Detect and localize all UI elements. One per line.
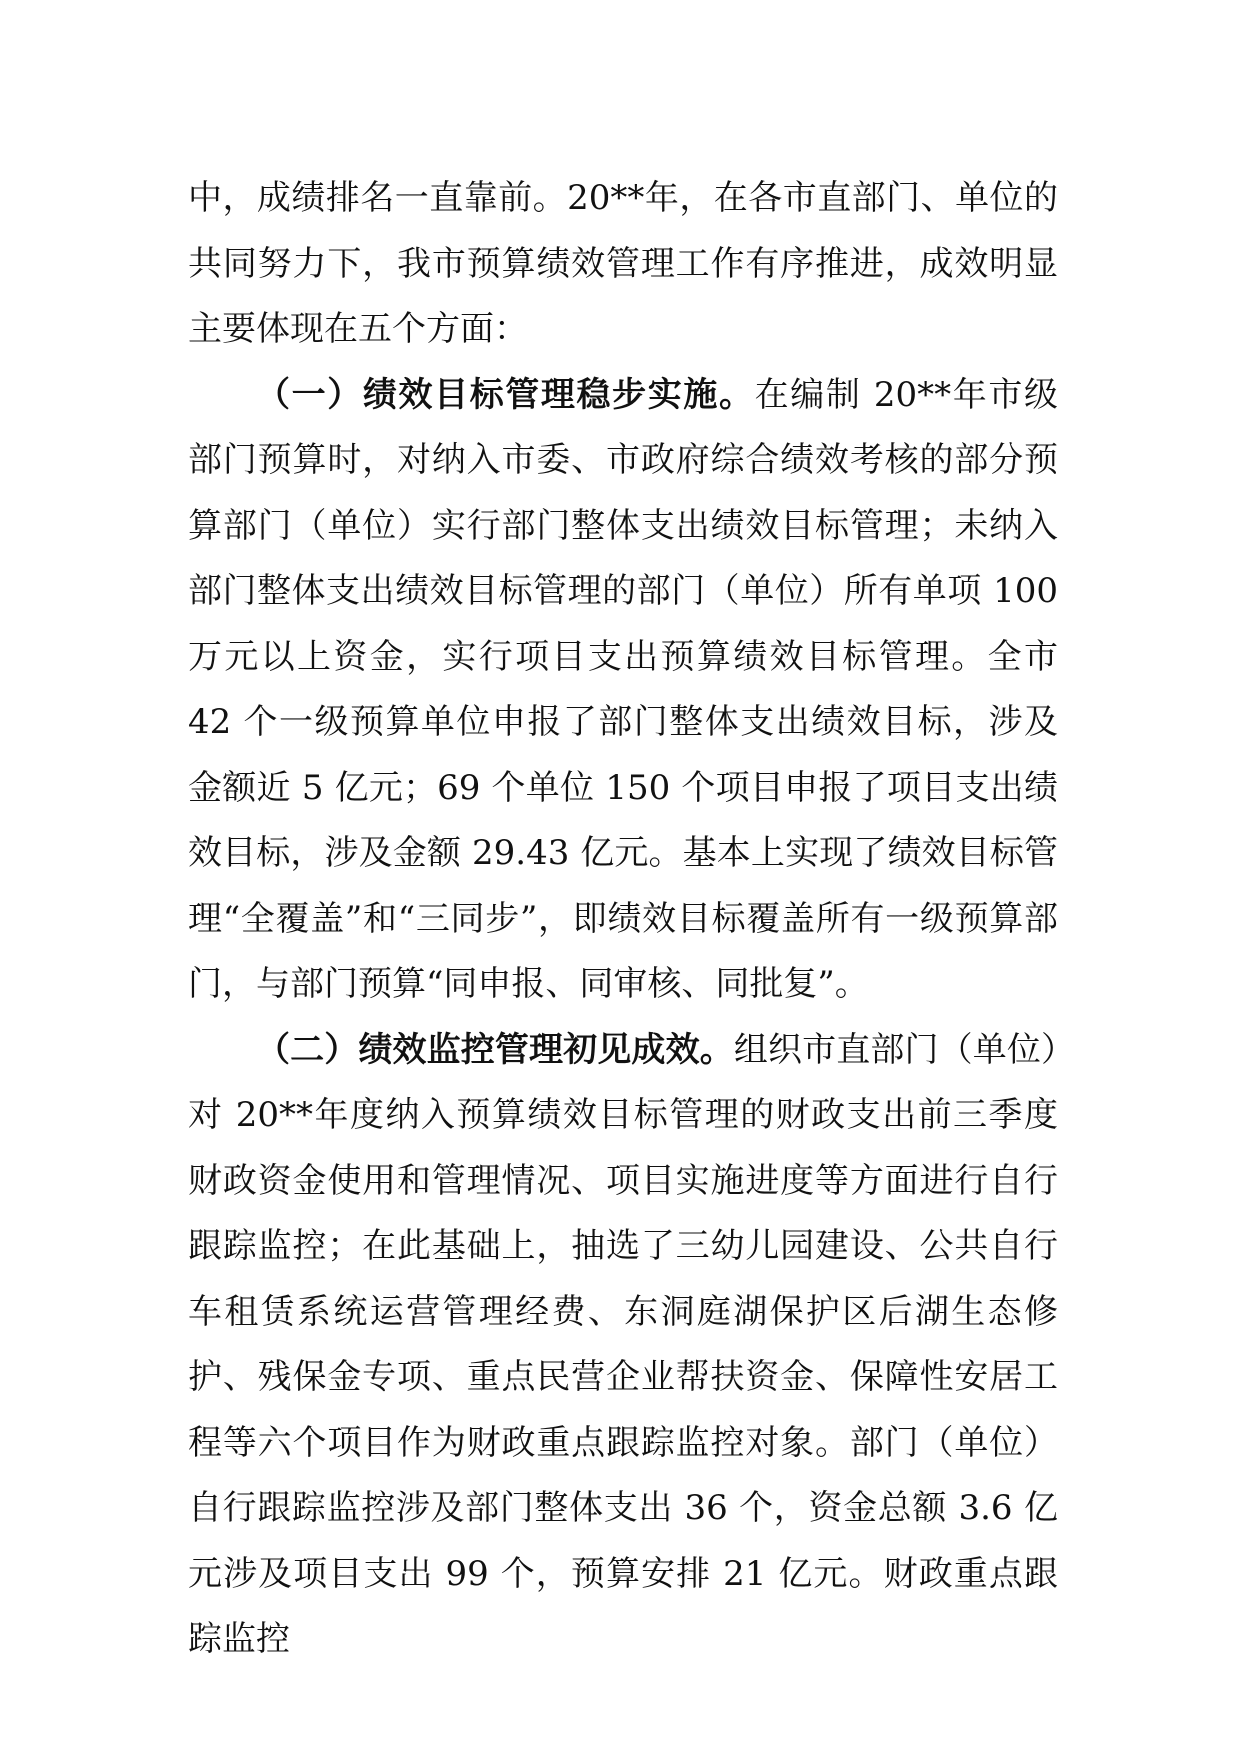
paragraph-intro-text: 中，成绩排名一直靠前。20**年，在各市直部门、单位的共同努力下，我市预算绩效管理工作有序推进，成效明显主要体现在五个方面： xyxy=(188,178,1058,349)
section-two-text: 组织市直部门（单位）对 20**年度纳入预算绩效目标管理的财政支出前三季度财政资金使用和管理情况、项目实施进度等方面进行自行跟踪监控；在此基础上，抽选了三幼儿园建设、公共自行车租赁系统运营管理经费、东洞庭湖保护区后湖生态修护、残保金专项、重点民营企业帮扶资金、保障性安居工程等六个项目作为财政重点跟踪监控对象。部门（单位）自行跟踪监控涉及部门整体支出 36 个，资金总额 3.6 亿元涉及项目支出 99 个，预算安排 21 亿元。财政重点跟踪监控 xyxy=(188,1029,1059,1659)
paragraph-section-one xyxy=(188,363,1058,1018)
paragraph-intro xyxy=(188,166,1058,363)
document-body xyxy=(188,166,1058,1673)
section-two-heading: （二）绩效监控管理初见成效。 xyxy=(256,1029,734,1070)
section-one-text: 在编制 20**年市级部门预算时，对纳入市委、市政府综合绩效考核的部分预算部门（单位）实行部门整体支出绩效目标管理；未纳入部门整体支出绩效目标管理的部门（单位）所有单项 100 万元以上资金，实行项目支出预算绩效目标管理。全市 42 个一级预算单位申报了部门整体支出绩效目标，涉及金额近 5 亿元；69 个单位 150 个项目申报了项目支出绩效目标，涉及金额 29.43 亿元。基本上实现了绩效目标管理“全覆盖”和“三同步”，即绩效目标覆盖所有一级预算部门，与部门预算“同申报、同审核、同批复”。 xyxy=(188,374,1059,1004)
paragraph-section-two xyxy=(188,1018,1058,1673)
section-one-heading: （一）绩效目标管理稳步实施。 xyxy=(256,374,755,415)
